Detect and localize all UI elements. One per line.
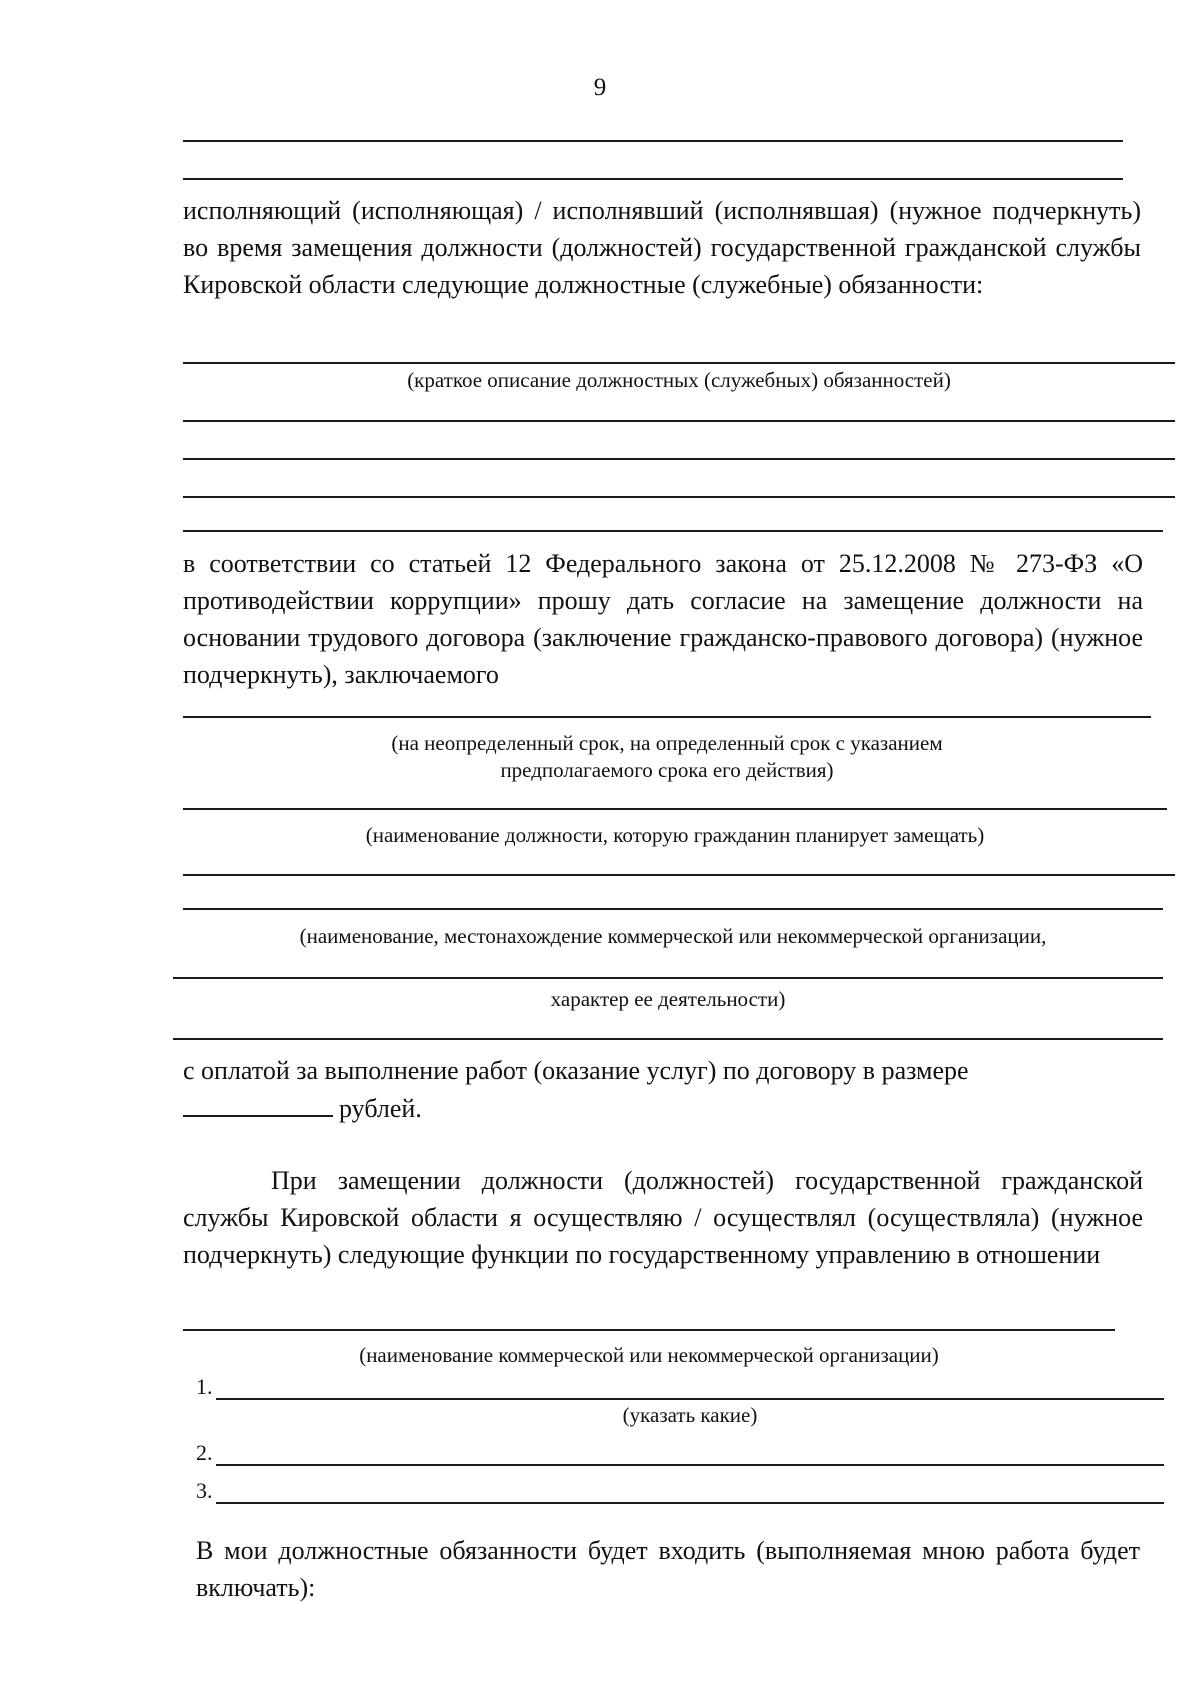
fill-line[interactable] [183,420,1175,422]
fill-line[interactable] [183,140,1123,142]
item-number-1: 1. [196,1374,213,1399]
org-caption-line1: (наименование, местонахождение коммерческой или некоммерческой организации, [299,924,1047,948]
item-line-2[interactable] [216,1464,1164,1466]
term-caption-line2: предполагаемого срока его действия) [500,758,834,782]
closing-paragraph: В мои должностные обязанности будет входить (выполняемая мною работа будет включать): [196,1536,1140,1602]
org-caption-line2: характер ее деятельности) [550,987,786,1011]
request-paragraph: в соответствии со статьей 12 Федерального закона от 25.12.2008 № 273-ФЗ «О противодействии коррупции» прошу дать согласие на замещение должности на основании трудового договора (заключение гражданско-правового договора) (нужное подчеркнуть), заключаемого [183,549,1143,689]
fill-line[interactable] [183,178,1123,180]
duties-caption: (краткое описание должностных (служебных) обязанностей) [407,368,951,392]
functions-paragraph: При замещении должности (должностей) государственной гражданской службы Кировской области я осуществляю / осуществлял (осуществляла) (нужное подчеркнуть) следующие функции по государственному управлению в отношении [183,1166,1143,1269]
fill-line[interactable] [183,496,1175,498]
specify-caption: (указать какие) [622,1403,758,1427]
payment-amount-blank[interactable] [183,1091,333,1117]
org-name-caption: (наименование коммерческой или некоммерческой организации) [359,1343,939,1367]
payment-line1: с оплатой за выполнение работ (оказание услуг) по договору в размере [183,1056,969,1085]
org-name-line[interactable] [183,1329,1115,1331]
item-number-3: 3. [196,1478,213,1503]
intro-paragraph: исполняющий (исполняющая) / исполнявший (исполнявшая) (нужное подчеркнуть) во время замещения должности (должностей) государственной гражданской службы Кировской области следующие должностные (служебные) обязанности: [183,196,1141,299]
term-caption-line1: (на неопределенный срок, на определенный срок с указанием [391,731,943,755]
fill-line[interactable] [183,458,1175,460]
position-caption: (наименование должности, которую гражданин планирует замещать) [365,823,985,847]
duties-line[interactable] [183,362,1175,364]
term-line[interactable] [183,716,1151,718]
page-number: 9 [593,74,607,101]
fill-line[interactable] [173,1038,1163,1040]
position-line[interactable] [183,808,1167,810]
payment-currency: рублей. [339,1094,422,1123]
payment-line2 [183,1090,1143,1127]
item-line-3[interactable] [216,1502,1164,1504]
fill-line[interactable] [183,874,1175,876]
org-line[interactable] [173,977,1163,979]
fill-line[interactable] [183,908,1163,910]
item-number-2: 2. [196,1440,213,1465]
fill-line[interactable] [183,530,1163,532]
item-line-1[interactable] [216,1398,1164,1400]
